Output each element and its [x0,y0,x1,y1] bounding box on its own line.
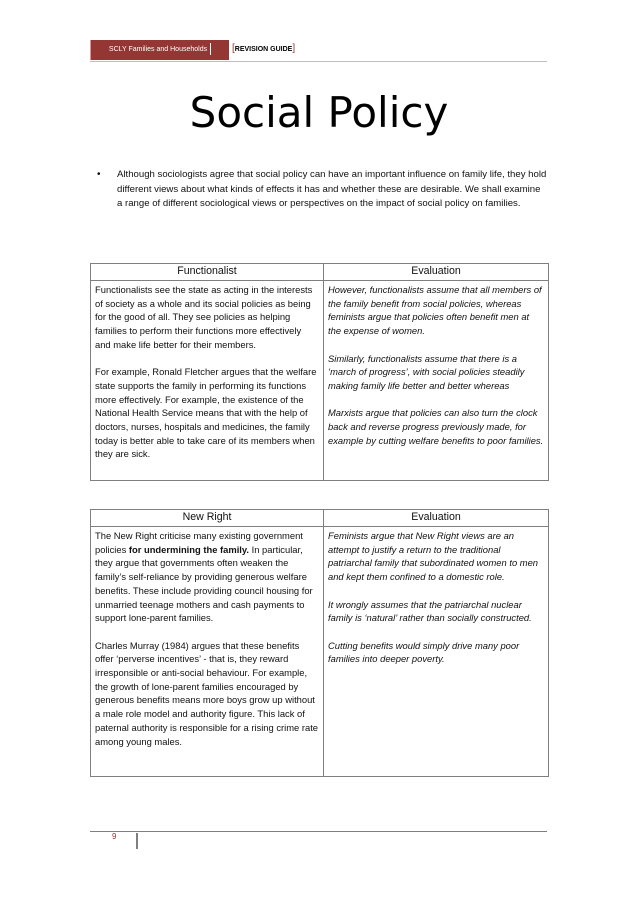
functionalist-evaluation-cell [324,281,549,481]
guide-bracket-open: [ [232,43,235,54]
functionalist-eval-para-3: Marxists argue that policies can also turn the clock back and reverse progress previously made, for example by cutting welfare benefits to poor families. [328,407,544,446]
header-course-tab [90,40,229,60]
new-right-para-1 [95,529,319,625]
bullet-icon: • [97,169,101,180]
functionalist-table [90,263,549,481]
functionalist-header: Functionalist [91,264,324,281]
intro-bullet-text: Although sociologists agree that social policy can have an important influence on family life, they hold different views about what kinds of effects it has and whether these are desirable. We shall examine a range of different sociological views or perspectives on the impact of social policy on families. [117,169,547,209]
intro-bullet [97,168,547,212]
new-right-eval-para-1: Feminists argue that New Right views are an attempt to justify a return to the traditional patriarchal family that subordinated women to men and kept them confined to a domestic role. [328,530,539,583]
footer-divider [136,833,138,849]
functionalist-cell [91,281,324,481]
evaluation-header-2: Evaluation [324,510,549,527]
new-right-table [90,509,549,777]
header-guide [232,43,295,54]
functionalist-para-1: Functionalists see the state as acting in the interests of society as a whole and its social policies as being for the good of all. They see policies as helping families to perform their functions more effectively and make life better for their members. [95,284,313,350]
new-right-para-2: Charles Murray (1984) argues that these benefits offer ‘perverse incentives’ - that is, they reward irresponsible or anti-social behaviour. For example, the growth of lone-parent families encouraged by generous benefits means more boys grow up without a male role model and authority figure. This lack of paternal authority is responsible for a rising crime rate among young males. [95,639,319,747]
new-right-para-1-bold: for undermining the family. [128,543,250,555]
header-divider [210,43,211,55]
footer-rule [90,831,547,832]
new-right-para-1-start: The New Right criticise many existing government policies [95,530,303,555]
new-right-para-1-end: In particular, they argue that governments often weaken the family’s self-reliance by providing generous welfare benefits. These include providing council housing for unmarried teenage mothers and cash payments to support lone-parent families. [95,543,313,624]
header-rule [90,61,547,62]
guide-bracket-close: ] [292,43,296,54]
new-right-eval-para-3: Cutting benefits would simply drive many poor families into deeper poverty. [328,639,520,665]
new-right-eval-para-2: It wrongly assumes that the patriarchal nuclear family is ‘natural’ rather than socially constructed. [328,598,532,624]
page-number: 9 [112,832,117,841]
evaluation-header-1: Evaluation [324,264,549,281]
new-right-cell [91,527,324,777]
header-course-label: SCLY Families and Households [108,46,208,53]
page-title: Social Policy [189,88,449,137]
functionalist-para-2: For example, Ronald Fletcher argues that the welfare state supports the family in performing its functions more effectively. For example, the existence of the National Health Service means that with the help of doctors, nurses, hospitals and medicines, the family today is better able to take care of its members when they are sick. [95,366,317,460]
new-right-header: New Right [91,510,324,527]
functionalist-eval-para-1: However, functionalists assume that all members of the family benefit from social policies, whereas feminists argue that policies often benefit men at the expense of women. [328,284,542,337]
new-right-evaluation-cell [324,527,549,777]
guide-label: REVISION GUIDE [234,46,293,53]
functionalist-eval-para-2: Similarly, functionalists assume that there is a ‘march of progress’, with social policies steadily making family life better and better whereas [328,352,525,391]
